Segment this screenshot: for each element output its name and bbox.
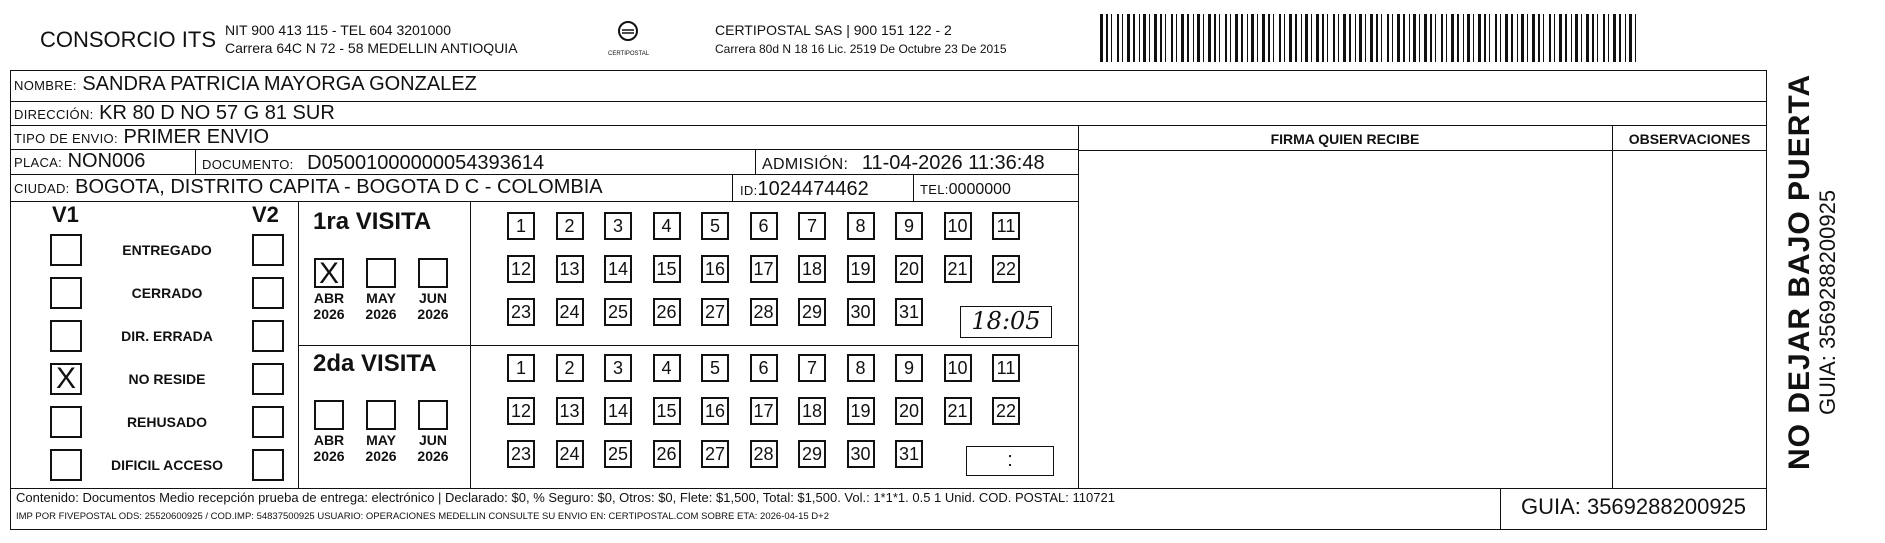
barcode-bar	[1463, 14, 1464, 62]
second-visit-day[interactable]: 2	[556, 354, 584, 382]
second-visit-day[interactable]: 25	[604, 440, 632, 468]
barcode-bar	[1527, 14, 1528, 62]
first-visit-day[interactable]: 1	[507, 212, 535, 240]
barcode-bar	[1111, 14, 1112, 62]
barcode-bar	[1629, 14, 1632, 62]
first-visit-month-checkbox[interactable]: X	[314, 258, 344, 288]
barcode-bar	[1446, 14, 1447, 62]
sep-tel	[913, 175, 914, 202]
barcode-bar	[1181, 14, 1184, 62]
barcode-bar	[1230, 14, 1231, 62]
status-label: DIR. ERRADA	[121, 328, 213, 344]
barcode-bar	[1419, 14, 1420, 62]
first-visit-day[interactable]: 11	[992, 212, 1020, 240]
barcode-bar	[1467, 14, 1470, 62]
first-visit-day[interactable]: 14	[604, 255, 632, 283]
tipo-value: PRIMER ENVIO	[123, 126, 270, 148]
barcode-bar	[1359, 14, 1362, 62]
barcode-bar	[1495, 14, 1497, 62]
barcode-bar	[1338, 14, 1339, 62]
footer-line	[10, 488, 1767, 489]
first-visit-day[interactable]: 2	[556, 212, 584, 240]
first-visit-month-checkbox[interactable]	[418, 258, 448, 288]
barcode-bar	[1451, 14, 1454, 62]
second-visit-day[interactable]: 5	[701, 354, 729, 382]
second-visit-day[interactable]: 18	[798, 397, 826, 425]
barcode-bar	[1489, 14, 1490, 62]
first-visit-day[interactable]: 7	[798, 212, 826, 240]
barcode-bar	[1165, 14, 1166, 62]
barcode-bar	[1127, 14, 1130, 62]
barcode-bar	[1565, 14, 1567, 62]
sep-id	[732, 175, 733, 202]
first-visit-day[interactable]: 27	[701, 298, 729, 326]
barcode-bar	[1365, 14, 1366, 62]
second-visit-day[interactable]: 13	[556, 397, 584, 425]
second-visit-day[interactable]: 6	[750, 354, 778, 382]
barcode-bar	[1424, 14, 1427, 62]
admision-label: ADMISIÓN:	[762, 156, 849, 173]
barcode-bar	[1311, 14, 1312, 62]
v1-checkbox[interactable]	[50, 320, 82, 352]
barcode-bar	[1171, 14, 1173, 62]
id-value: 1024474462	[757, 178, 869, 200]
barcode-bar	[1613, 14, 1616, 62]
documento-value: D05001000000054393614	[307, 152, 545, 174]
first-visit-day[interactable]: 6	[750, 212, 778, 240]
first-visit-day[interactable]: 5	[701, 212, 729, 240]
month-label: JUN	[418, 432, 447, 448]
barcode-bar	[1289, 14, 1292, 62]
side-guia: GUIA: 3569288200925	[1815, 189, 1840, 415]
barcode-bar	[1316, 14, 1319, 62]
barcode-bar	[1322, 14, 1324, 62]
footer-guia: GUIA: 3569288200925	[1520, 494, 1747, 519]
first-visit-day[interactable]: 24	[556, 298, 584, 326]
barcode-bar	[1251, 14, 1254, 62]
placa-label: PLACA:	[14, 155, 63, 170]
firma-header-line	[1078, 150, 1767, 151]
second-visit-day[interactable]: 10	[944, 354, 972, 382]
barcode-bar	[1268, 14, 1270, 62]
barcode-bar	[1106, 14, 1108, 62]
direccion-label: DIRECCIÓN:	[14, 107, 94, 122]
barcode-bar	[1149, 14, 1150, 62]
firma-header: FIRMA QUIEN RECIBE	[1270, 131, 1420, 147]
barcode-bar	[1387, 14, 1389, 62]
barcode-bar	[1532, 14, 1535, 62]
barcode-bar	[1581, 14, 1582, 62]
tel-value: 0000000	[948, 181, 1011, 198]
barcode-bar	[1305, 14, 1308, 62]
no-dejar-warning: NO DEJAR BAJO PUERTA	[1783, 73, 1816, 470]
company-name: CONSORCIO ITS	[40, 27, 217, 52]
barcode-bar	[1559, 14, 1562, 62]
second-visit-day[interactable]: 26	[653, 440, 681, 468]
second-visit-day[interactable]: 16	[701, 397, 729, 425]
first-visit-day[interactable]: 18	[798, 255, 826, 283]
v1-checkbox[interactable]	[50, 449, 82, 481]
barcode-bar	[1549, 14, 1551, 62]
sep-placa	[195, 150, 196, 175]
year-label: 2026	[417, 448, 449, 464]
v1-checkbox[interactable]	[50, 406, 82, 438]
first-visit-month-checkbox[interactable]	[366, 258, 396, 288]
barcode-bar	[1478, 14, 1481, 62]
barcode-bar	[1543, 14, 1544, 62]
second-visit-title: 2da VISITA	[313, 350, 437, 377]
v1-label: V1	[52, 202, 79, 227]
barcode-bar	[1370, 14, 1373, 62]
barcode-bar	[1538, 14, 1540, 62]
certipostal-address: Carrera 80d N 18 16 Lic. 2519 De Octubre 23 De 2015	[715, 42, 1007, 56]
status-label: ENTREGADO	[122, 242, 212, 258]
barcode-bar	[1575, 14, 1578, 62]
barcode-bar	[1413, 14, 1416, 62]
nit-line: NIT 900 413 115 - TEL 604 3201000	[225, 22, 451, 38]
barcode-bar	[1355, 14, 1356, 62]
second-visit-day[interactable]: 17	[750, 397, 778, 425]
nombre-label: NOMBRE:	[14, 78, 77, 93]
tel-cell	[920, 179, 1011, 201]
first-visit-day[interactable]: 21	[944, 255, 972, 283]
admision-value: 11-04-2026 11:36:48	[861, 152, 1045, 174]
v1-checkbox[interactable]	[50, 277, 82, 309]
barcode	[1100, 14, 1640, 62]
placa-value: NON006	[67, 150, 146, 172]
ciudad-value: BOGOTA, DISTRITO CAPITA - BOGOTA D C - COLOMBIA	[75, 176, 603, 198]
first-visit-day[interactable]: 31	[895, 298, 923, 326]
month-label: ABR	[313, 290, 345, 306]
barcode-bar	[1333, 14, 1335, 62]
tel-label: TEL:	[920, 182, 949, 197]
barcode-bar	[1257, 14, 1258, 62]
ciudad-label: CIUDAD:	[14, 181, 70, 196]
barcode-bar	[1473, 14, 1474, 62]
imp-line: IMP POR FIVEPOSTAL ODS: 25520600925 / COD.IMP: 54837500925 USUARIO: OPERACIONES MEDELLIN CONSULTE SU ENVIO EN: CERTIPOSTAL.COM SOBRE ETA: 2026-04-15 D+2	[16, 511, 829, 522]
barcode-bar	[1603, 14, 1605, 62]
barcode-bar	[1505, 14, 1508, 62]
v2-checkbox[interactable]	[252, 277, 284, 309]
barcode-bar	[1187, 14, 1189, 62]
barcode-bar	[1608, 14, 1609, 62]
first-visit-day[interactable]: 19	[847, 255, 875, 283]
barcode-bar	[1635, 14, 1636, 62]
barcode-bar	[1247, 14, 1248, 62]
barcode-bar	[1586, 14, 1589, 62]
month-label: ABR	[313, 432, 345, 448]
documento-cell	[202, 152, 544, 176]
barcode-bar	[1225, 14, 1227, 62]
barcode-bar	[1241, 14, 1243, 62]
barcode-bar	[1511, 14, 1513, 62]
id-cell	[740, 177, 869, 203]
year-label: 2026	[313, 448, 345, 464]
barcode-bar	[1430, 14, 1432, 62]
certipostal-logo-icon	[612, 20, 644, 46]
barcode-bar	[1592, 14, 1594, 62]
barcode-bar	[1279, 14, 1281, 62]
barcode-bar	[1349, 14, 1351, 62]
second-visit-day[interactable]: 21	[944, 397, 972, 425]
second-visit-month-checkbox[interactable]	[314, 400, 344, 430]
barcode-bar	[1176, 14, 1177, 62]
second-visit-day[interactable]: 19	[847, 397, 875, 425]
barcode-bar	[1122, 14, 1123, 62]
second-visit-day[interactable]: 11	[992, 354, 1020, 382]
v2-checkbox[interactable]	[252, 363, 284, 395]
row-tipo	[10, 126, 1078, 150]
second-visit-day[interactable]: 22	[992, 397, 1020, 425]
v2-checkbox[interactable]	[252, 320, 284, 352]
first-visit-day[interactable]: 26	[653, 298, 681, 326]
barcode-bar	[1133, 14, 1135, 62]
barcode-bar	[1521, 14, 1524, 62]
barcode-bar	[1100, 14, 1103, 62]
barcode-bar	[1160, 14, 1162, 62]
first-visit-day[interactable]: 22	[992, 255, 1020, 283]
second-visit-month-checkbox[interactable]	[418, 400, 448, 430]
barcode-bar	[1273, 14, 1274, 62]
month-label: MAY	[366, 432, 396, 448]
first-visit-day[interactable]: 25	[604, 298, 632, 326]
barcode-bar	[1284, 14, 1285, 62]
barcode-bar	[1409, 14, 1410, 62]
barcode-bar	[1392, 14, 1393, 62]
first-visit-day[interactable]: 8	[847, 212, 875, 240]
status-label: CERRADO	[131, 285, 203, 301]
certipostal-logo	[608, 20, 648, 57]
barcode-bar	[1435, 14, 1436, 62]
second-visit-day[interactable]: 12	[507, 397, 535, 425]
year-label: 2026	[365, 448, 397, 464]
barcode-bar	[1441, 14, 1443, 62]
second-visit-day[interactable]: 23	[507, 440, 535, 468]
first-visit-day[interactable]: 13	[556, 255, 584, 283]
barcode-bar	[1219, 14, 1220, 62]
barcode-bar	[1597, 14, 1598, 62]
status-label: REHUSADO	[126, 414, 208, 430]
barcode-bar	[1193, 14, 1194, 62]
logo-text: CERTIPOSTAL	[608, 51, 650, 57]
nombre-value: SANDRA PATRICIA MAYORGA GONZALEZ	[82, 73, 477, 95]
barcode-bar	[1208, 14, 1211, 62]
second-visit-day[interactable]: 24	[556, 440, 584, 468]
second-visit-month-checkbox[interactable]	[366, 400, 396, 430]
observaciones-header: OBSERVACIONES	[1628, 131, 1751, 147]
first-visit-day[interactable]: 10	[944, 212, 972, 240]
second-visit-day[interactable]: 29	[798, 440, 826, 468]
barcode-bar	[1295, 14, 1297, 62]
barcode-bar	[1625, 14, 1626, 62]
first-visit-day[interactable]: 20	[895, 255, 923, 283]
barcode-bar	[1203, 14, 1204, 62]
barcode-bar	[1154, 14, 1157, 62]
barcode-bar	[1571, 14, 1572, 62]
barcode-bar	[1381, 14, 1382, 62]
first-visit-day[interactable]: 30	[847, 298, 875, 326]
row-direccion	[10, 102, 1767, 126]
first-visit-day[interactable]: 12	[507, 255, 535, 283]
second-visit-day[interactable]: 15	[653, 397, 681, 425]
sep-observaciones	[1612, 126, 1613, 488]
second-visit-day[interactable]: 28	[750, 440, 778, 468]
barcode-bar	[1197, 14, 1200, 62]
certipostal-line: CERTIPOSTAL SAS | 900 151 122 - 2	[715, 22, 952, 38]
row-ciudad	[10, 175, 1078, 202]
second-visit-day[interactable]: 1	[507, 354, 535, 382]
month-label: MAY	[366, 290, 396, 306]
barcode-bar	[1517, 14, 1518, 62]
v2-checkbox[interactable]	[252, 449, 284, 481]
v2-checkbox[interactable]	[252, 406, 284, 438]
first-visit-day[interactable]: 4	[653, 212, 681, 240]
second-visit-time[interactable]: :	[966, 446, 1054, 476]
barcode-bar	[1500, 14, 1501, 62]
id-label: ID:	[740, 183, 758, 198]
barcode-bar	[1143, 14, 1146, 62]
barcode-bar	[1554, 14, 1555, 62]
barcode-bar	[1397, 14, 1400, 62]
barcode-bar	[1139, 14, 1140, 62]
barcode-bar	[1376, 14, 1378, 62]
barcode-bar	[1327, 14, 1328, 62]
contenido-line: Contenido: Documentos Medio recepción prueba de entrega: electrónico | Declarado: $0, % Seguro: $0, Otros: $0, Flete: $1,500, Total: $1,500. Vol.: 1*1*1. 0.5 1 Unid. COD. POSTAL: 110721	[16, 490, 1115, 505]
first-visit-day[interactable]: 15	[653, 255, 681, 283]
documento-label: DOCUMENTO:	[202, 157, 294, 172]
tipo-label: TIPO DE ENVIO:	[14, 131, 118, 146]
address-line: Carrera 64C N 72 - 58 MEDELLIN ANTIOQUIA	[225, 40, 518, 56]
second-visit-day[interactable]: 8	[847, 354, 875, 382]
first-visit-day[interactable]: 9	[895, 212, 923, 240]
status-label: DIFICIL ACCESO	[110, 457, 223, 473]
barcode-bar	[1619, 14, 1621, 62]
status-label: NO RESIDE	[128, 371, 206, 387]
month-label: JUN	[418, 290, 447, 306]
first-visit-day[interactable]: 16	[701, 255, 729, 283]
first-visit-title: 1ra VISITA	[313, 208, 432, 235]
row-nombre	[10, 72, 1767, 102]
first-visit-day[interactable]: 17	[750, 255, 778, 283]
second-visit-day[interactable]: 30	[847, 440, 875, 468]
visits-divider	[298, 345, 1078, 346]
first-visit-day[interactable]: 29	[798, 298, 826, 326]
sep-admision	[755, 150, 756, 175]
barcode-bar	[1262, 14, 1265, 62]
second-visit-day[interactable]: 4	[653, 354, 681, 382]
barcode-bar	[1403, 14, 1405, 62]
barcode-bar	[1457, 14, 1459, 62]
barcode-bar	[1214, 14, 1216, 62]
second-visit-day[interactable]: 27	[701, 440, 729, 468]
v2-label: V2	[252, 202, 279, 227]
first-visit-day[interactable]: 28	[750, 298, 778, 326]
second-visit-day[interactable]: 20	[895, 397, 923, 425]
barcode-bar	[1117, 14, 1119, 62]
second-visit-day[interactable]: 9	[895, 354, 923, 382]
second-visit-day[interactable]: 7	[798, 354, 826, 382]
admision-cell	[762, 152, 1045, 176]
barcode-bar	[1343, 14, 1346, 62]
year-label: 2026	[417, 306, 449, 322]
second-visit-day[interactable]: 3	[604, 354, 632, 382]
year-label: 2026	[365, 306, 397, 322]
first-visit-time[interactable]: 18:05	[960, 306, 1052, 338]
v1-checkbox[interactable]: X	[50, 363, 82, 395]
barcode-bar	[1235, 14, 1238, 62]
v1-checkbox[interactable]	[50, 234, 82, 266]
sep-firma	[1078, 126, 1079, 488]
barcode-bar	[1484, 14, 1486, 62]
first-visit-day[interactable]: 3	[604, 212, 632, 240]
v2-checkbox[interactable]	[252, 234, 284, 266]
second-visit-day[interactable]: 14	[604, 397, 632, 425]
second-visit-day[interactable]: 31	[895, 440, 923, 468]
barcode-bar	[1301, 14, 1302, 62]
first-visit-day[interactable]: 23	[507, 298, 535, 326]
direccion-value: KR 80 D NO 57 G 81 SUR	[99, 102, 335, 124]
year-label: 2026	[313, 306, 345, 322]
